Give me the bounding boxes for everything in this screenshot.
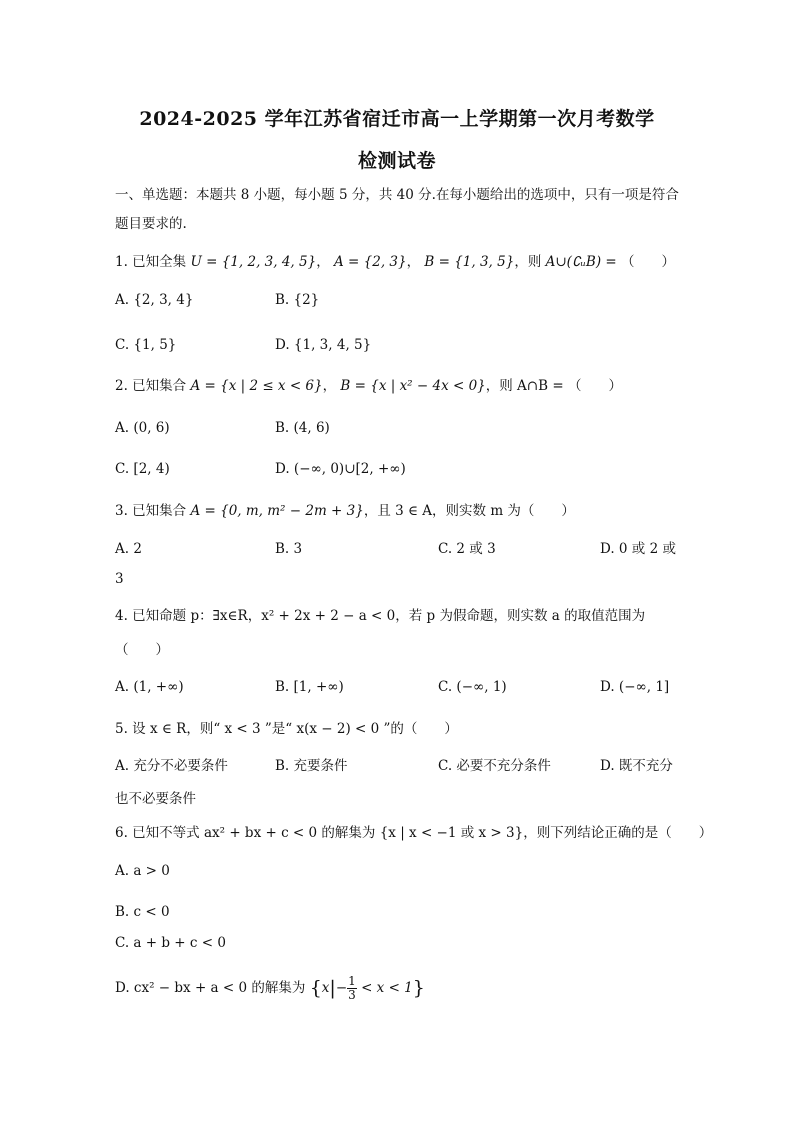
left-brace: { <box>309 977 322 999</box>
q4-option-c: C. (−∞, 1) <box>438 679 507 695</box>
minus-sign: − <box>335 980 348 996</box>
q3-option-d: D. 0 或 2 或 <box>600 541 676 557</box>
q2-option-a: A. (0, 6) <box>115 420 170 436</box>
q3-ask: ，且 3 ∈ A，则实数 m 为（ ） <box>363 503 575 519</box>
q1-set-a: A = {2, 3} <box>334 254 407 270</box>
q5-option-a: A. 充分不必要条件 <box>115 758 228 774</box>
q1-option-b: B. {2} <box>275 292 320 308</box>
q5-option-d-wrap: 也不必要条件 <box>115 791 196 807</box>
q4-option-d: D. (−∞, 1] <box>600 679 670 695</box>
q3-option-c: C. 2 或 3 <box>438 541 496 557</box>
q3-prefix: 3. 已知集合 <box>115 503 187 519</box>
section-instruction-line1: 一、单选题：本题共 8 小题，每小题 5 分，共 40 分.在每小题给出的选项中，只有一项是符合 <box>115 187 679 203</box>
q1-set-b: B = {1, 3, 5} <box>424 254 515 270</box>
q1-option-a: A. {2, 3, 4} <box>115 292 194 308</box>
q5-option-c: C. 必要不充分条件 <box>438 758 551 774</box>
q1-set-u: U = {1, 2, 3, 4, 5} <box>190 254 317 270</box>
question-3 <box>115 502 575 520</box>
q1-option-c: C. {1, 5} <box>115 337 177 353</box>
q2-option-d: D. (−∞, 0)∪[2, +∞) <box>275 461 406 477</box>
q1-option-d: D. {1, 3, 4, 5} <box>275 337 372 353</box>
q2-option-c: C. [2, 4) <box>115 461 170 477</box>
q2-ask: ，则 A∩B = <box>485 378 564 394</box>
q1-paren: （ ） <box>621 254 676 270</box>
q2-paren: （ ） <box>567 378 622 394</box>
question-1: 1. 已知全集 U = {1, 2, 3, 4, 5}， A = {2, 3}， B = {1, 3, 5}，则 A∪(∁ᵤB) = （ ） <box>115 254 676 270</box>
q6-option-b: B. c < 0 <box>115 904 170 920</box>
divider-bar: | <box>329 977 336 999</box>
q3-option-d-wrap: 3 <box>115 571 124 587</box>
q5-option-d: D. 既不充分 <box>600 758 673 774</box>
q5-option-b: B. 充要条件 <box>275 758 348 774</box>
q6-option-d-prefix: D. cx² − bx + a < 0 的解集为 <box>115 980 306 996</box>
q2-prefix: 2. 已知集合 <box>115 378 187 394</box>
q6-option-d-range: < x < 1 <box>361 980 413 996</box>
q6-option-d <box>115 975 425 1002</box>
question-2: 2. 已知集合 A = {x | 2 ≤ x < 6}， B = {x | x² − 4x < 0}，则 A∩B = （ ） <box>115 378 622 394</box>
exam-title-line2: 检测试卷 <box>357 150 436 172</box>
q6-option-c: C. a + b + c < 0 <box>115 935 226 951</box>
right-brace: } <box>412 977 425 999</box>
question-6: 6. 已知不等式 ax² + bx + c < 0 的解集为 {x | x < −1 或 x > 3}，则下列结论正确的是（ ） <box>115 825 713 841</box>
section-instruction-line2: 题目要求的. <box>115 216 187 232</box>
question-4: 4. 已知命题 p：∃x∈R，x² + 2x + 2 − a < 0，若 p 为假命题，则实数 a 的取值范围为 <box>115 608 646 624</box>
question-5: 5. 设 x ∈ R，则“ x < 3 ”是“ x(x − 2) < 0 ”的（ ） <box>115 721 458 737</box>
fraction-denominator: 3 <box>348 988 356 1002</box>
fraction <box>347 975 357 1002</box>
q2-option-b: B. (4, 6) <box>275 420 330 436</box>
q1-ask: ，则 <box>514 254 542 270</box>
q1-prefix: 1. 已知全集 <box>115 254 187 270</box>
q6-option-a: A. a > 0 <box>115 863 170 879</box>
q4-option-b: B. [1, +∞) <box>275 679 344 695</box>
q2-set-a: A = {x | 2 ≤ x < 6} <box>190 378 323 394</box>
q4-paren: （ ） <box>115 642 169 658</box>
exam-title-line1: 2024-2025 学年江苏省宿迁市高一上学期第一次月考数学 <box>139 108 655 130</box>
q3-option-b: B. 3 <box>275 541 303 557</box>
q1-expression: A∪(∁ᵤB) = <box>545 254 617 270</box>
q3-set-a: A = {0, m, m² − 2m + 3} <box>190 503 364 519</box>
q6-option-d-var: x <box>321 980 330 996</box>
fraction-numerator: 1 <box>348 974 356 988</box>
q3-option-a: A. 2 <box>115 541 142 557</box>
q2-set-b: B = {x | x² − 4x < 0} <box>340 378 486 394</box>
q4-option-a: A. (1, +∞) <box>115 679 184 695</box>
